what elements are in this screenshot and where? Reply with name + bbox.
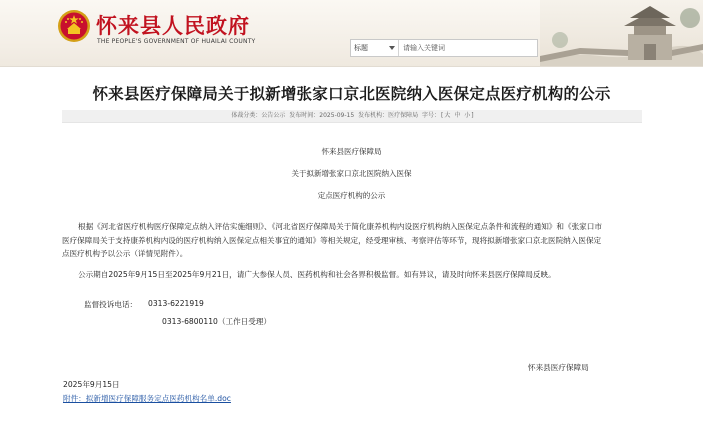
font-size-large-button[interactable]: 大 — [444, 112, 451, 119]
meta-publish-time: 发布时间：2025-09-15 — [289, 112, 355, 119]
page-title: 怀来县医疗保障局关于拟新增张家口京北医院纳入医保定点医疗机构的公示 — [92, 85, 611, 103]
meta-category: 体裁分类：公告公示 — [231, 112, 286, 119]
search-scope-value: 标题 — [354, 44, 368, 52]
doc-title-line-1: 关于拟新增张家口京北医院纳入医保 — [291, 169, 412, 178]
site-subtitle: THE PEOPLE'S GOVERNMENT OF HUAILAI COUNTY — [97, 38, 256, 45]
signature-agency: 怀来县医疗保障局 — [528, 363, 589, 372]
meta-publisher: 发布机构：医疗保障局 — [358, 112, 419, 119]
body-paragraph-2: 公示期自2025年9月15日至2025年9月21日，请广大参保人员、医药机构和社会各界积极监督。如有异议，请及时向怀来县医疗保障局反映。 — [78, 270, 556, 279]
complaint-phone-label: 监督投诉电话： — [84, 300, 138, 309]
body-paragraph-1: 根据《河北省医疗机构医疗保障定点纳入评估实施细则》、《河北省医疗保障局关于简化康养机构内设医疗机构纳入医保定点条件和流程的通知》和《张家口市医疗保障局关于支持康养机构内设的医疗机构纳入医保定点相关事宜的通知》等相关规定，经受理审核、考察评估等环节，现将拟新增张家口京北医院纳入医保定点医疗机构予以公示（详情见附件）。 — [62, 222, 602, 258]
national-emblem-icon — [57, 9, 91, 43]
chevron-down-icon — [389, 46, 395, 50]
complaint-phone-2: 0313-6800110（工作日受理） — [162, 317, 272, 326]
attachment-link[interactable]: 附件：拟新增医疗保障服务定点医药机构名单.doc — [63, 394, 231, 403]
article-meta-bar: 体裁分类：公告公示 发布时间：2025-09-15 发布机构：医疗保障局 字号：[大 中 小] — [62, 110, 642, 123]
site-header — [0, 0, 703, 67]
search-box[interactable] — [350, 39, 538, 57]
doc-title-line-2: 定点医疗机构的公示 — [317, 191, 386, 200]
signature-date: 2025年9月15日 — [63, 380, 120, 389]
font-size-medium-button[interactable]: 中 — [454, 112, 461, 119]
search-scope-select[interactable] — [351, 40, 399, 56]
agency-heading: 怀来县医疗保障局 — [321, 147, 382, 156]
site-name[interactable]: 怀来县人民政府 — [96, 13, 250, 38]
font-size-small-button[interactable]: 小 — [464, 112, 471, 119]
search-input[interactable]: 请输入关键词 — [403, 44, 445, 52]
great-wall-scenery-image — [540, 0, 703, 66]
meta-font-size-label: 字号： — [422, 112, 441, 119]
complaint-phone-1: 0313-6221919 — [148, 299, 204, 308]
